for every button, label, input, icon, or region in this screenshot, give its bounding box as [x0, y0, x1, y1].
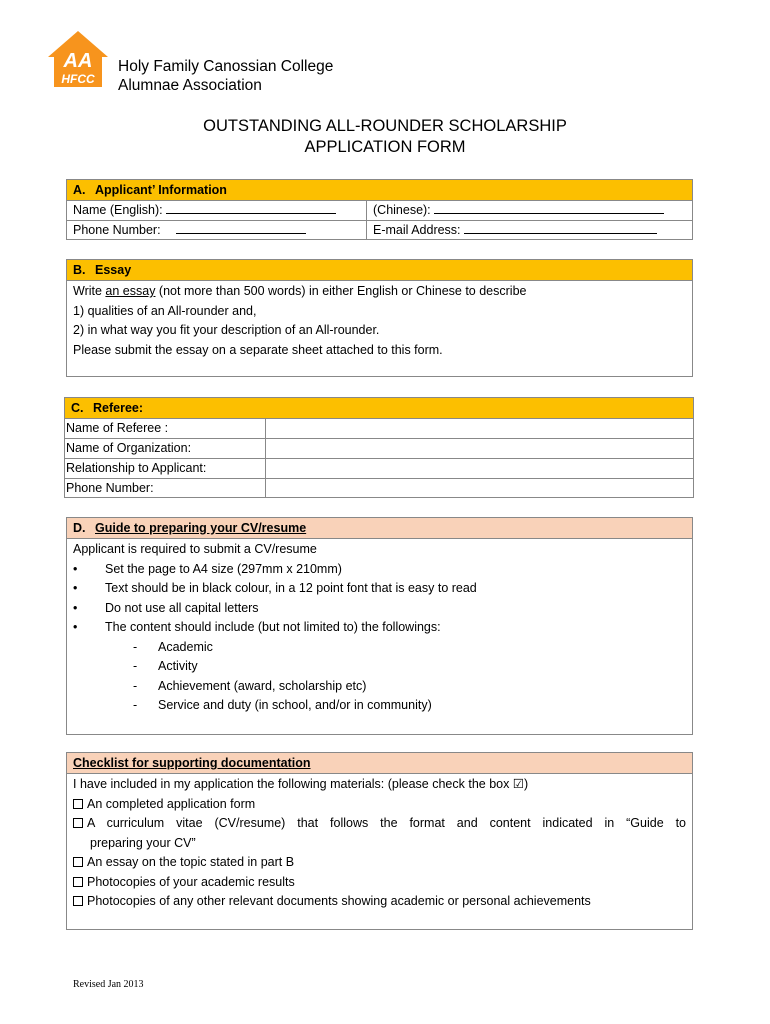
org-line1: Holy Family Canossian College: [118, 58, 334, 75]
essay-line2: 1) qualities of an All-rounder and,: [73, 303, 257, 318]
bullet-dot: •: [73, 620, 78, 634]
section-a-title: Applicant’ Information: [95, 183, 227, 197]
checklist-item[interactable]: [73, 795, 686, 815]
section-c-box: [64, 397, 694, 498]
checklist-box: [66, 752, 693, 930]
cv-sub-item: [73, 696, 686, 716]
org-line2: Alumnae Association: [118, 77, 262, 94]
phone-field[interactable]: [73, 221, 306, 240]
cv-bullet-text: The content should include (but not limited to) the followings:: [105, 620, 441, 634]
referee-relationship-input[interactable]: [266, 459, 694, 479]
section-d-num: D.: [73, 521, 86, 535]
checkbox[interactable]: [73, 896, 83, 906]
logo-text-bottom: HFCC: [61, 72, 95, 86]
email-line[interactable]: [464, 221, 657, 234]
section-b-title: Essay: [95, 263, 132, 277]
phone-label: Phone Number:: [73, 223, 161, 237]
section-b-box: [66, 259, 693, 377]
cv-bullet-text: Do not use all capital letters: [105, 600, 259, 615]
referee-relationship-label: Relationship to Applicant:: [65, 459, 266, 479]
cv-sub-item: [73, 677, 686, 697]
referee-org-label: Name of Organization:: [65, 439, 266, 459]
name-chinese-line[interactable]: [434, 201, 664, 214]
cv-sub-item-text: Achievement (award, scholarship etc): [158, 678, 367, 693]
section-a-box: [66, 179, 693, 240]
checkbox[interactable]: [73, 857, 83, 867]
cv-bullet: [73, 579, 686, 599]
essay-line1-underlined: an essay: [105, 284, 156, 298]
checkbox[interactable]: [73, 799, 83, 809]
checklist-item-text: A curriculum vitae (CV/resume) that follows the format and content indicated in “Guide to: [87, 816, 686, 830]
section-c-header: [65, 398, 693, 418]
bullet-dot: •: [73, 600, 78, 615]
cv-sub-item-text: Service and duty (in school, and/or in community): [158, 698, 432, 712]
cv-sub-item-text: Activity: [158, 659, 198, 673]
dash: -: [133, 698, 138, 712]
section-d-body: [67, 539, 692, 717]
referee-phone-input[interactable]: [266, 479, 694, 499]
essay-line1-pre: Write: [73, 284, 106, 298]
checklist-title: Checklist for supporting documentation: [73, 756, 311, 770]
title-line1: OUTSTANDING ALL-ROUNDER SCHOLARSHIP: [203, 117, 567, 135]
essay-line1: [73, 282, 686, 302]
cv-bullet-text: Text should be in black colour, in a 12 point font that is easy to read: [105, 581, 477, 595]
cv-bullet-text: Set the page to A4 size (297mm x 210mm): [105, 561, 342, 576]
checkbox[interactable]: [73, 818, 83, 828]
section-b-header: [67, 260, 692, 281]
bullet-dot: •: [73, 561, 78, 576]
hfcc-logo: [46, 29, 110, 89]
essay-line1-post: (not more than 500 words) in either English or Chinese to describe: [155, 284, 527, 298]
bullet-dot: •: [73, 581, 78, 595]
checklist-item-text: An essay on the topic stated in part B: [87, 855, 295, 869]
section-d-title: Guide to preparing your CV/resume: [95, 521, 307, 535]
checklist-item[interactable]: [73, 892, 686, 912]
phone-line[interactable]: [176, 221, 306, 234]
dash: -: [133, 659, 138, 673]
referee-row: [65, 439, 693, 459]
referee-name-input[interactable]: [266, 419, 694, 439]
referee-row: [65, 459, 693, 479]
referee-row: [65, 419, 693, 439]
revised-date: Revised Jan 2013: [73, 979, 144, 990]
referee-name-label: Name of Referee :: [65, 419, 266, 439]
essay-line3: 2) in what way you fit your description of an All-rounder.: [73, 323, 380, 337]
form-title: [0, 116, 770, 158]
name-english-field[interactable]: [73, 201, 336, 220]
name-chinese-label: (Chinese):: [373, 203, 431, 217]
name-chinese-field[interactable]: [373, 201, 664, 220]
dash: -: [133, 678, 138, 693]
checklist-item[interactable]: [73, 873, 686, 893]
section-d-box: [66, 517, 693, 735]
section-c-num: C.: [71, 401, 84, 415]
cv-bullet: [73, 560, 686, 580]
referee-org-input[interactable]: [266, 439, 694, 459]
cv-intro: Applicant is required to submit a CV/resume: [73, 542, 317, 556]
cv-bullet: [73, 618, 686, 638]
name-english-label: Name (English):: [73, 203, 163, 217]
checklist-intro: I have included in my application the following materials: (please check the box ☑): [73, 777, 529, 791]
checkbox[interactable]: [73, 877, 83, 887]
essay-line4: Please submit the essay on a separate sheet attached to this form.: [73, 342, 443, 357]
checklist-item[interactable]: [73, 814, 686, 834]
cv-sub-item: [73, 638, 686, 658]
section-b-body: [67, 281, 692, 361]
cv-bullet: [73, 599, 686, 619]
section-d-header: [67, 518, 692, 539]
cv-sub-item-text: Academic: [158, 639, 213, 654]
checklist-item-text: Photocopies of any other relevant documents showing academic or personal achievements: [87, 894, 591, 908]
checklist-header: [67, 753, 692, 774]
email-label: E-mail Address:: [373, 223, 461, 237]
logo-text-top: AA: [63, 50, 93, 72]
referee-phone-label: Phone Number:: [65, 479, 266, 499]
checklist-item-text: An completed application form: [87, 796, 256, 811]
dash: -: [133, 639, 138, 654]
section-b-num: B.: [73, 263, 86, 277]
checklist-item-continuation: preparing your CV”: [90, 835, 196, 850]
org-name: [118, 57, 333, 95]
checklist-body: [67, 774, 692, 913]
checklist-item-text: Photocopies of your academic results: [87, 874, 295, 889]
referee-row: [65, 479, 693, 499]
checklist-item[interactable]: [73, 853, 686, 873]
email-field[interactable]: [373, 221, 657, 240]
name-english-line[interactable]: [166, 201, 336, 214]
section-a-header: [67, 180, 692, 201]
referee-table: [65, 418, 693, 498]
title-line2: APPLICATION FORM: [304, 138, 466, 156]
section-c-title: Referee:: [93, 401, 144, 415]
section-a-num: A.: [73, 183, 86, 197]
cv-sub-item: [73, 657, 686, 677]
